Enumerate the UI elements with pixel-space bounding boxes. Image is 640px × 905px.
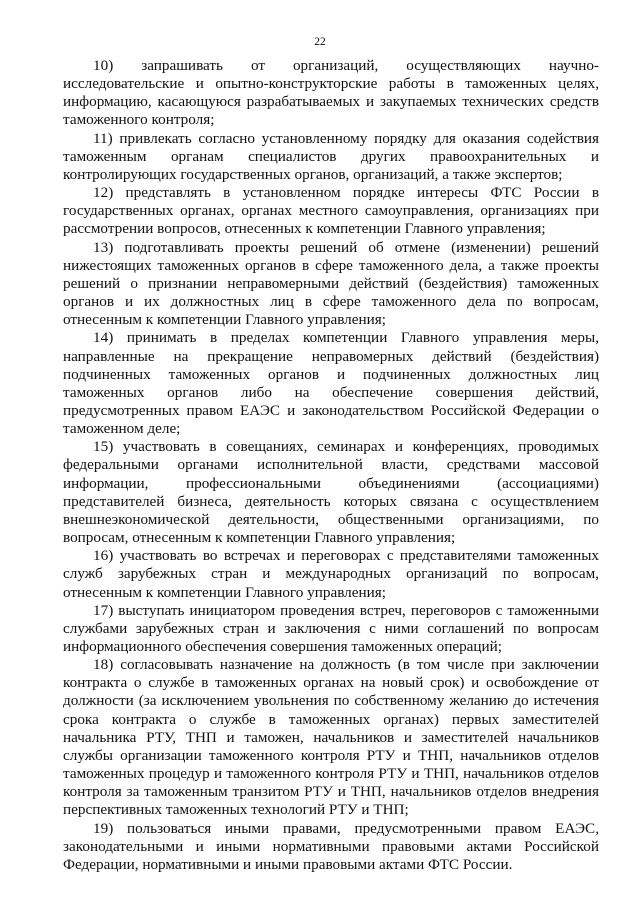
list-item-16: 16) участвовать во встречах и переговорах с представителями таможенных служб зарубежных стран и международных организаций по вопросам, отнесенным к компетенции Главного управления;	[63, 547, 599, 601]
list-item-17: 17) выступать инициатором проведения встреч, переговоров с таможенными службами зарубежных стран и заключения с ними соглашений по вопросам информационного обеспечения совершения таможенных операций;	[63, 601, 599, 655]
list-item-13: 13) подготавливать проекты решений об отмене (изменении) решений нижестоящих таможенных органов в сфере таможенного дела, а также проекты решений о признании неправомерными действий (бездействия) таможенных органов и их должностных лиц в сфере таможенного дела по вопросам, отнесенным к компетенции Главного управления;	[63, 238, 599, 329]
list-item-18: 18) согласовывать назначение на должность (в том числе при заключении контракта о службе в таможенных органах на новый срок) и освобождение от должности (за исключением увольнения по собственному желанию до истечения срока контракта о службе в таможенных органах) первых заместителей начальника РТУ, ТНП и таможен, начальников и заместителей начальников службы организации таможенного контроля РТУ и ТНП, начальников отделов таможенных процедур и таможенного контроля РТУ и ТНП, начальников отделов контроля за таможенным транзитом РТУ и ТНП, начальников отделов внедрения перспективных таможенных технологий РТУ и ТНП;	[63, 656, 599, 819]
list-item-12: 12) представлять в установленном порядке интересы ФТС России в государственных органах, органах местного самоуправления, организациях при рассмотрении вопросов, отнесенных к компетенции Главного управления;	[63, 184, 599, 238]
list-item-10: 10) запрашивать от организаций, осуществляющих научно-исследовательские и опытно-конструкторские работы в таможенных целях, информацию, касающуюся разрабатываемых и закупаемых технических средств таможенного контроля;	[63, 57, 599, 129]
page-body	[63, 57, 599, 874]
list-item-19: 19) пользоваться иными правами, предусмотренными правом ЕАЭС, законодательными и иными нормативными правовыми актами Российской Федерации, нормативными и иными правовыми актами ФТС России.	[63, 819, 599, 873]
page-number: 22	[314, 36, 326, 48]
list-item-11: 11) привлекать согласно установленному порядку для оказания содействия таможенным органам специалистов других правоохранительных и контролирующих государственных органов, организаций, а также экспертов;	[63, 129, 599, 183]
list-item-15: 15) участвовать в совещаниях, семинарах и конференциях, проводимых федеральными органами исполнительной власти, средствами массовой информации, профессиональными объединениями (ассоциациями) представителей бизнеса, деятельность которых связана с осуществлением внешнеэкономической деятельности, общественными организациями, по вопросам, отнесенным к компетенции Главного управления;	[63, 438, 599, 547]
list-item-14: 14) принимать в пределах компетенции Главного управления меры, направленные на прекращение неправомерных действий (бездействия) подчиненных таможенных органов и подчиненных должностных лиц таможенных органов либо на обеспечение совершения действий, предусмотренных правом ЕАЭС и законодательством Российской Федерации о таможенном деле;	[63, 329, 599, 438]
